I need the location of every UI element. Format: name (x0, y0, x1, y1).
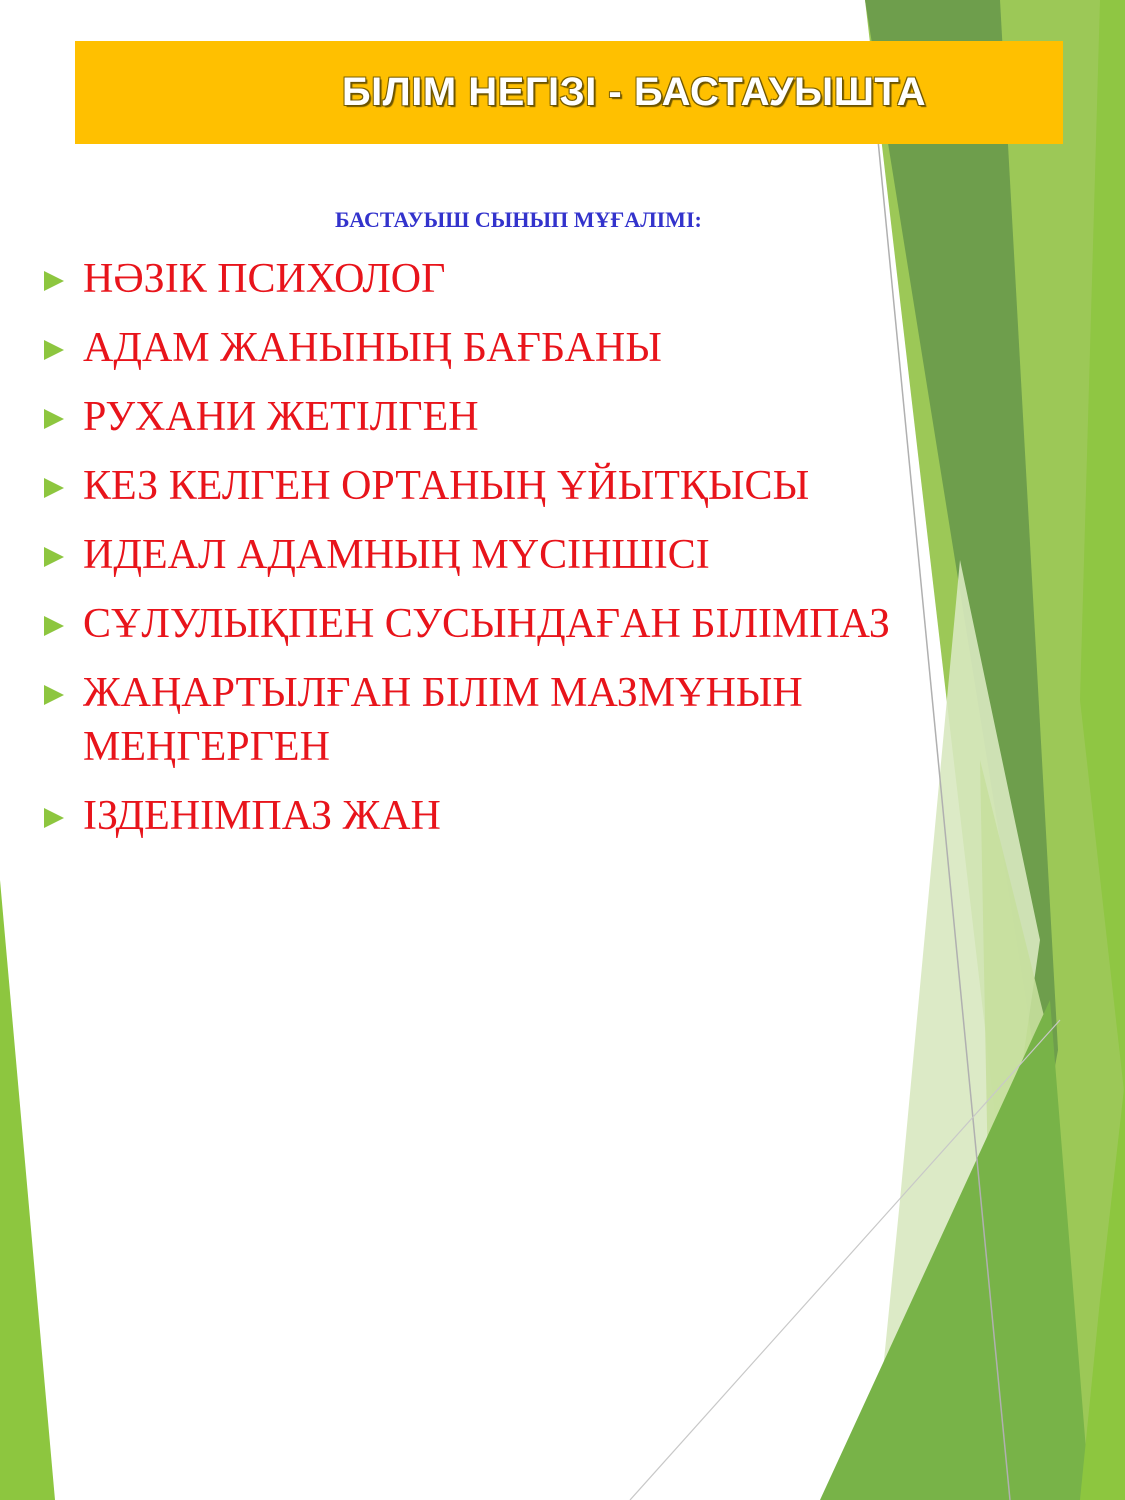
list-item-text: ІЗДЕНІМПАЗ ЖАН (83, 793, 441, 839)
list-item (44, 252, 944, 306)
list-item-text: ИДЕАЛ АДАМНЫҢ МҮСІНШІСІ (83, 532, 710, 578)
list-item (44, 597, 944, 651)
title-banner (75, 41, 1063, 144)
green-triangle-bullet-icon (44, 409, 64, 429)
bullet-list (44, 252, 944, 858)
list-item (44, 666, 944, 774)
list-item (44, 789, 944, 843)
list-item (44, 390, 944, 444)
green-triangle-bullet-icon (44, 271, 64, 291)
slide-title: БІЛІМ НЕГІЗІ - БАСТАУЫШТА (341, 70, 927, 114)
list-item-text: СҰЛУЛЫҚПЕН СУСЫНДАҒАН БІЛІМПАЗ (83, 601, 890, 647)
slide-subtitle: БАСТАУЫШ СЫНЫП МҰҒАЛІМІ: (335, 207, 702, 232)
list-item-text: РУХАНИ ЖЕТІЛГЕН (83, 394, 479, 440)
list-item (44, 459, 944, 513)
green-triangle-bullet-icon (44, 808, 64, 828)
green-triangle-bullet-icon (44, 340, 64, 360)
list-item (44, 321, 944, 375)
green-triangle-bullet-icon (44, 478, 64, 498)
green-triangle-bullet-icon (44, 685, 64, 705)
green-triangle-bullet-icon (44, 616, 64, 636)
list-item (44, 528, 944, 582)
green-triangle-bullet-icon (44, 547, 64, 567)
list-item-text: НӘЗІК ПСИХОЛОГ (83, 256, 446, 302)
facet-left (0, 880, 55, 1500)
list-item-text: АДАМ ЖАНЫНЫҢ БАҒБАНЫ (83, 325, 662, 371)
list-item-text: ЖАҢАРТЫЛҒАН БІЛІМ МАЗМҰНЫН МЕҢГЕРГЕН (83, 670, 803, 770)
list-item-text: КЕЗ КЕЛГЕН ОРТАНЫҢ ҰЙЫТҚЫСЫ (83, 463, 810, 509)
